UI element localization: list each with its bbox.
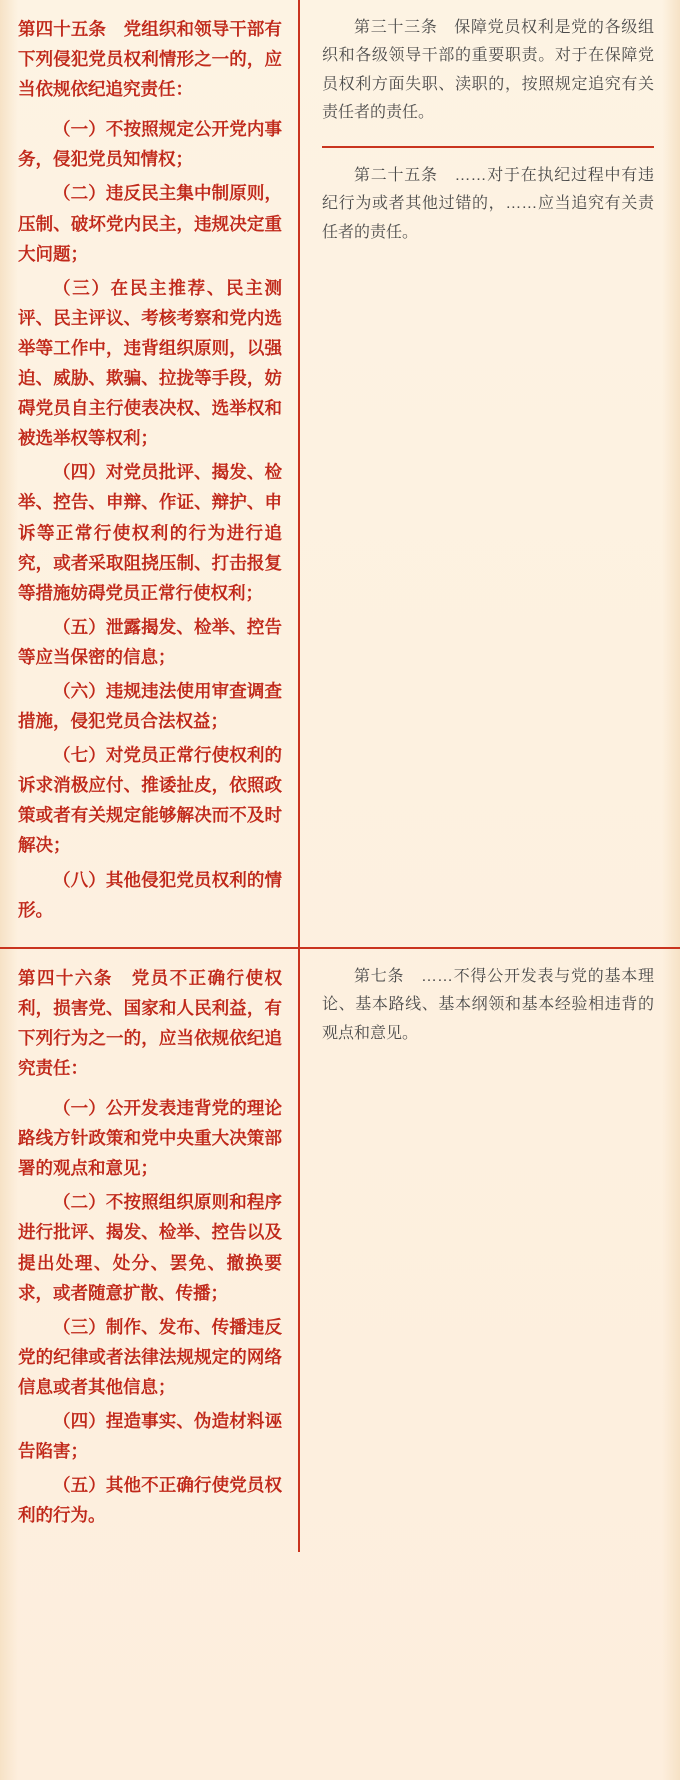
article-item: （八）其他侵犯党员权利的情形。	[18, 869, 282, 920]
reference-article: 第三十三条 保障党员权利是党的各级组织和各级领导干部的重要职责。对于在保障党员权利方面失职、渎职的，按照规定追究有关责任者的责任。	[322, 19, 654, 122]
article-item: （三）制作、发布、传播违反党的纪律或者法律法规规定的网络信息或者其他信息；	[18, 1316, 282, 1397]
article-item: （六）违规违法使用审查调查措施，侵犯党员合法权益；	[18, 680, 282, 732]
article-item: （一）不按照规定公开党内事务，侵犯党员知情权；	[18, 119, 282, 170]
article-item: （四）捏造事实、伪造材料诬告陷害；	[18, 1411, 282, 1462]
reference-column	[300, 0, 680, 947]
article-item: （三）在民主推荐、民主测评、民主评议、考核考察和党内选举等工作中，违背组织原则，以强迫、威胁、欺骗、拉拢等手段，妨碍党员自主行使表决权、选举权和被选举权等权利；	[18, 277, 282, 449]
reference-column	[300, 949, 680, 1553]
article-heading: 第四十五条 党组织和领导干部有下列侵犯党员权利情形之一的，应当依规依纪追究责任：	[18, 19, 282, 100]
article-item: （二）不按照组织原则和程序进行批评、揭发、检举、控告以及提出处理、处分、罢免、撤换要求，或者随意扩散、传播；	[18, 1192, 282, 1303]
article-item: （五）其他不正确行使党员权利的行为。	[18, 1475, 282, 1526]
article-item: （一）公开发表违背党的理论路线方针政策和党中央重大决策部署的观点和意见；	[18, 1098, 282, 1179]
reference-divider	[322, 146, 654, 148]
article-item: （五）泄露揭发、检举、控告等应当保密的信息；	[18, 616, 282, 667]
article-item: （七）对党员正常行使权利的诉求消极应付、推诿扯皮，依照政策或者有关规定能够解决而不及时解决；	[18, 745, 282, 856]
reference-article: 第二十五条 ……对于在执纪过程中有违纪行为或者其他过错的，……应当追究有关责任者的责任。	[322, 166, 654, 241]
article-main-column	[0, 949, 300, 1553]
article-main-column	[0, 0, 300, 947]
article-item: （四）对党员批评、揭发、检举、控告、申辩、作证、辩护、申诉等正常行使权利的行为进行追究，或者采取阻挠压制、打击报复等措施妨碍党员正常行使权利；	[18, 462, 282, 603]
article-item: （二）违反民主集中制原则，压制、破坏党内民主，违规决定重大问题；	[18, 183, 282, 264]
reference-article: 第七条 ……不得公开发表与党的基本理论、基本路线、基本纲领和基本经验相违背的观点和意见。	[322, 967, 654, 1042]
article-heading: 第四十六条 党员不正确行使权利，损害党、国家和人民利益，有下列行为之一的，应当依规依纪追究责任：	[18, 967, 282, 1078]
article-block	[0, 947, 680, 1553]
